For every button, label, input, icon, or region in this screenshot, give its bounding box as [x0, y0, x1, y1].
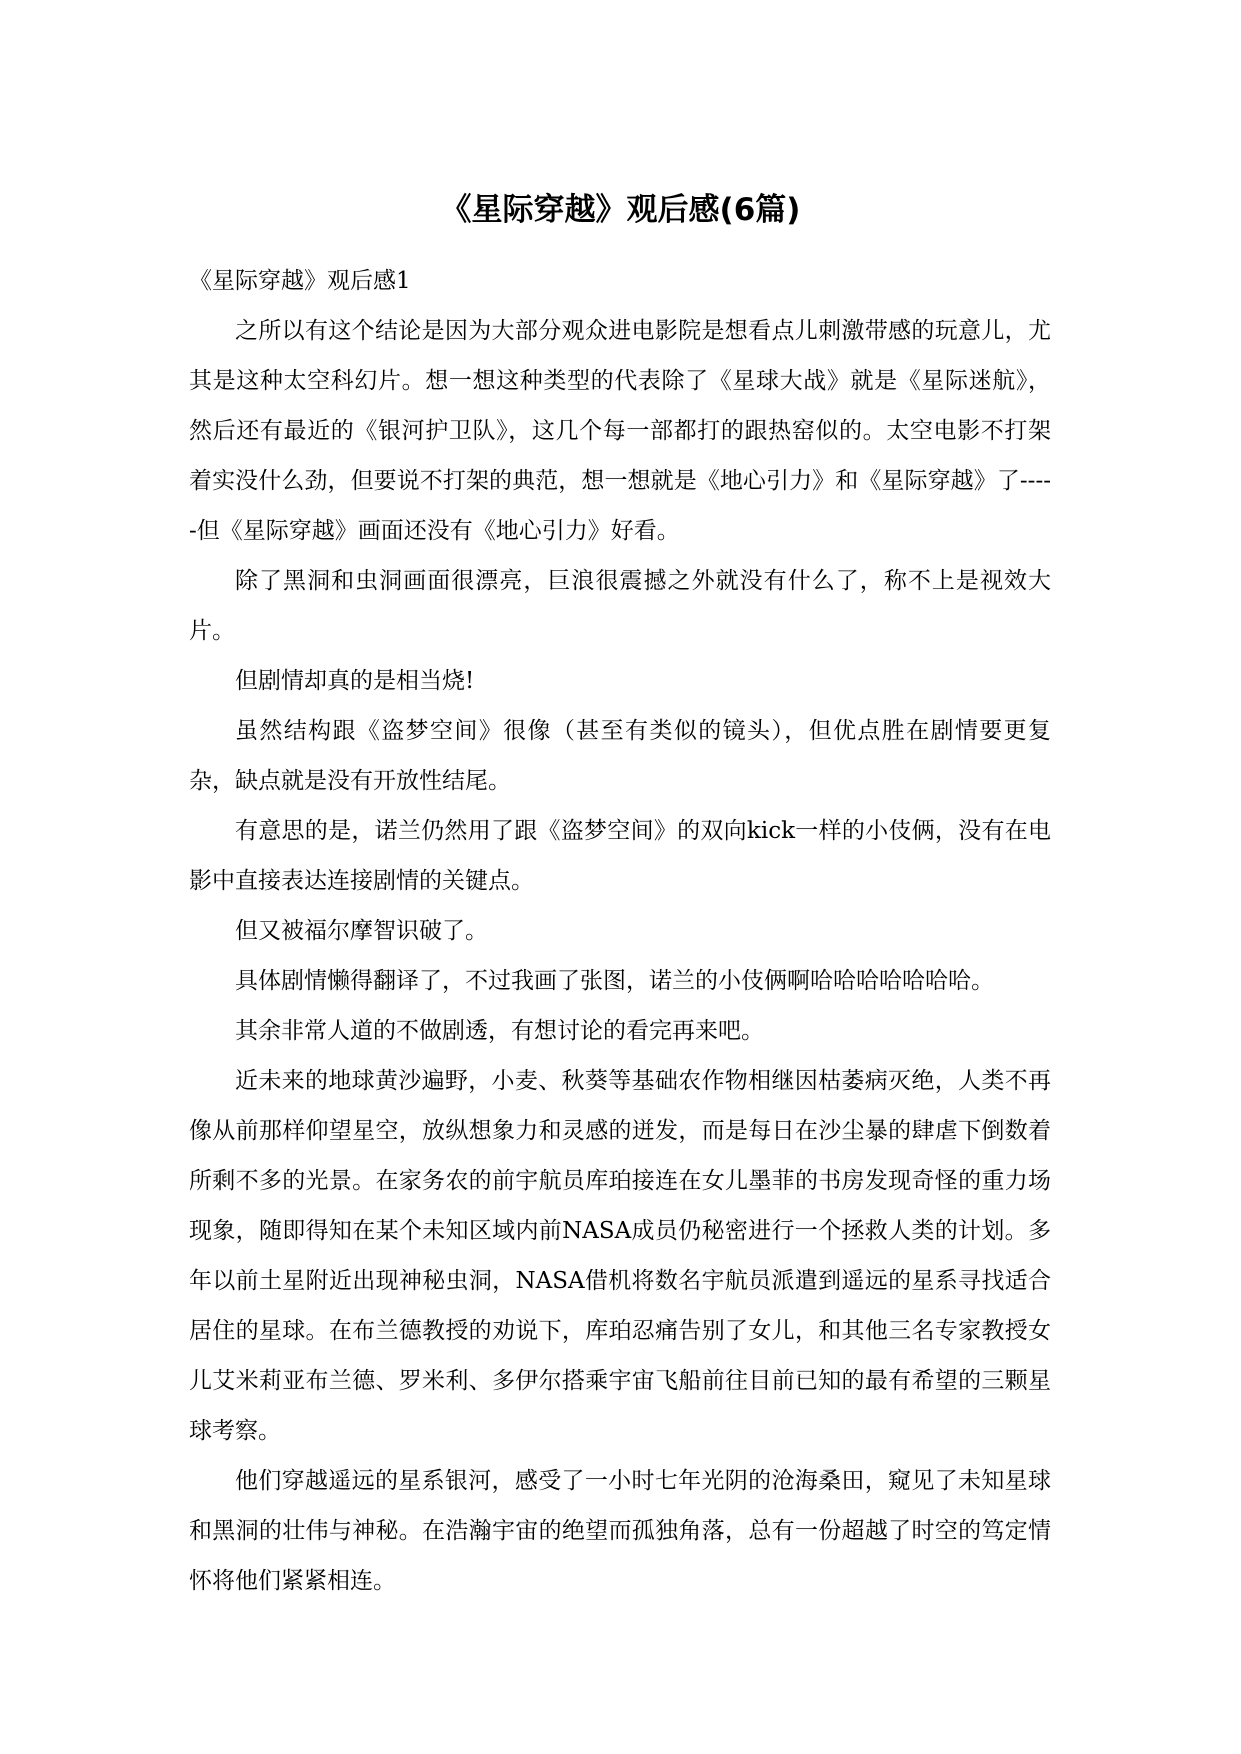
paragraph: 但剧情却真的是相当烧! — [235, 668, 475, 694]
paragraph: 有意思的是，诺兰仍然用了跟《盗梦空间》的双向kick一样的小伎俩，没有在电影中直接表达连接剧情的关键点。 — [189, 818, 1051, 894]
paragraph: 除了黑洞和虫洞画面很漂亮，巨浪很震撼之外就没有什么了，称不上是视效大片。 — [189, 568, 1051, 644]
document-body — [189, 256, 1051, 1606]
section-heading: 《星际穿越》观后感1 — [189, 268, 411, 294]
paragraph: 但又被福尔摩智识破了。 — [235, 918, 488, 944]
paragraph: 之所以有这个结论是因为大部分观众进电影院是想看点儿刺激带感的玩意儿，尤其是这种太空科幻片。想一想这种类型的代表除了《星球大战》就是《星际迷航》，然后还有最近的《银河护卫队》，这几个每一部都打的跟热窑似的。太空电影不打架着实没什么劲，但要说不打架的典范，想一想就是《地心引力》和《星际穿越》了-----但《星际穿越》画面还没有《地心引力》好看。 — [189, 318, 1051, 544]
paragraph: 其余非常人道的不做剧透，有想讨论的看完再来吧。 — [235, 1018, 764, 1044]
paragraph: 他们穿越遥远的星系银河，感受了一小时七年光阴的沧海桑田，窥见了未知星球和黑洞的壮伟与神秘。在浩瀚宇宙的绝望而孤独角落，总有一份超越了时空的笃定情怀将他们紧紧相连。 — [189, 1468, 1051, 1594]
paragraph: 虽然结构跟《盗梦空间》很像（甚至有类似的镜头），但优点胜在剧情要更复杂，缺点就是没有开放性结尾。 — [189, 718, 1051, 794]
document-title: 《星际穿越》观后感(6篇) — [440, 192, 801, 228]
paragraph: 具体剧情懒得翻译了，不过我画了张图，诺兰的小伎俩啊哈哈哈哈哈哈哈。 — [235, 968, 994, 994]
paragraph: 近未来的地球黄沙遍野，小麦、秋葵等基础农作物相继因枯萎病灭绝，人类不再像从前那样仰望星空，放纵想象力和灵感的迸发，而是每日在沙尘暴的肆虐下倒数着所剩不多的光景。在家务农的前宇航员库珀接连在女儿墨菲的书房发现奇怪的重力场现象，随即得知在某个未知区域内前NASA成员仍秘密进行一个拯救人类的计划。多年以前土星附近出现神秘虫洞，NASA借机将数名宇航员派遣到遥远的星系寻找适合居住的星球。在布兰德教授的劝说下，库珀忍痛告别了女儿，和其他三名专家教授女儿艾米莉亚布兰德、罗米利、多伊尔搭乘宇宙飞船前往目前已知的最有希望的三颗星球考察。 — [189, 1068, 1051, 1444]
